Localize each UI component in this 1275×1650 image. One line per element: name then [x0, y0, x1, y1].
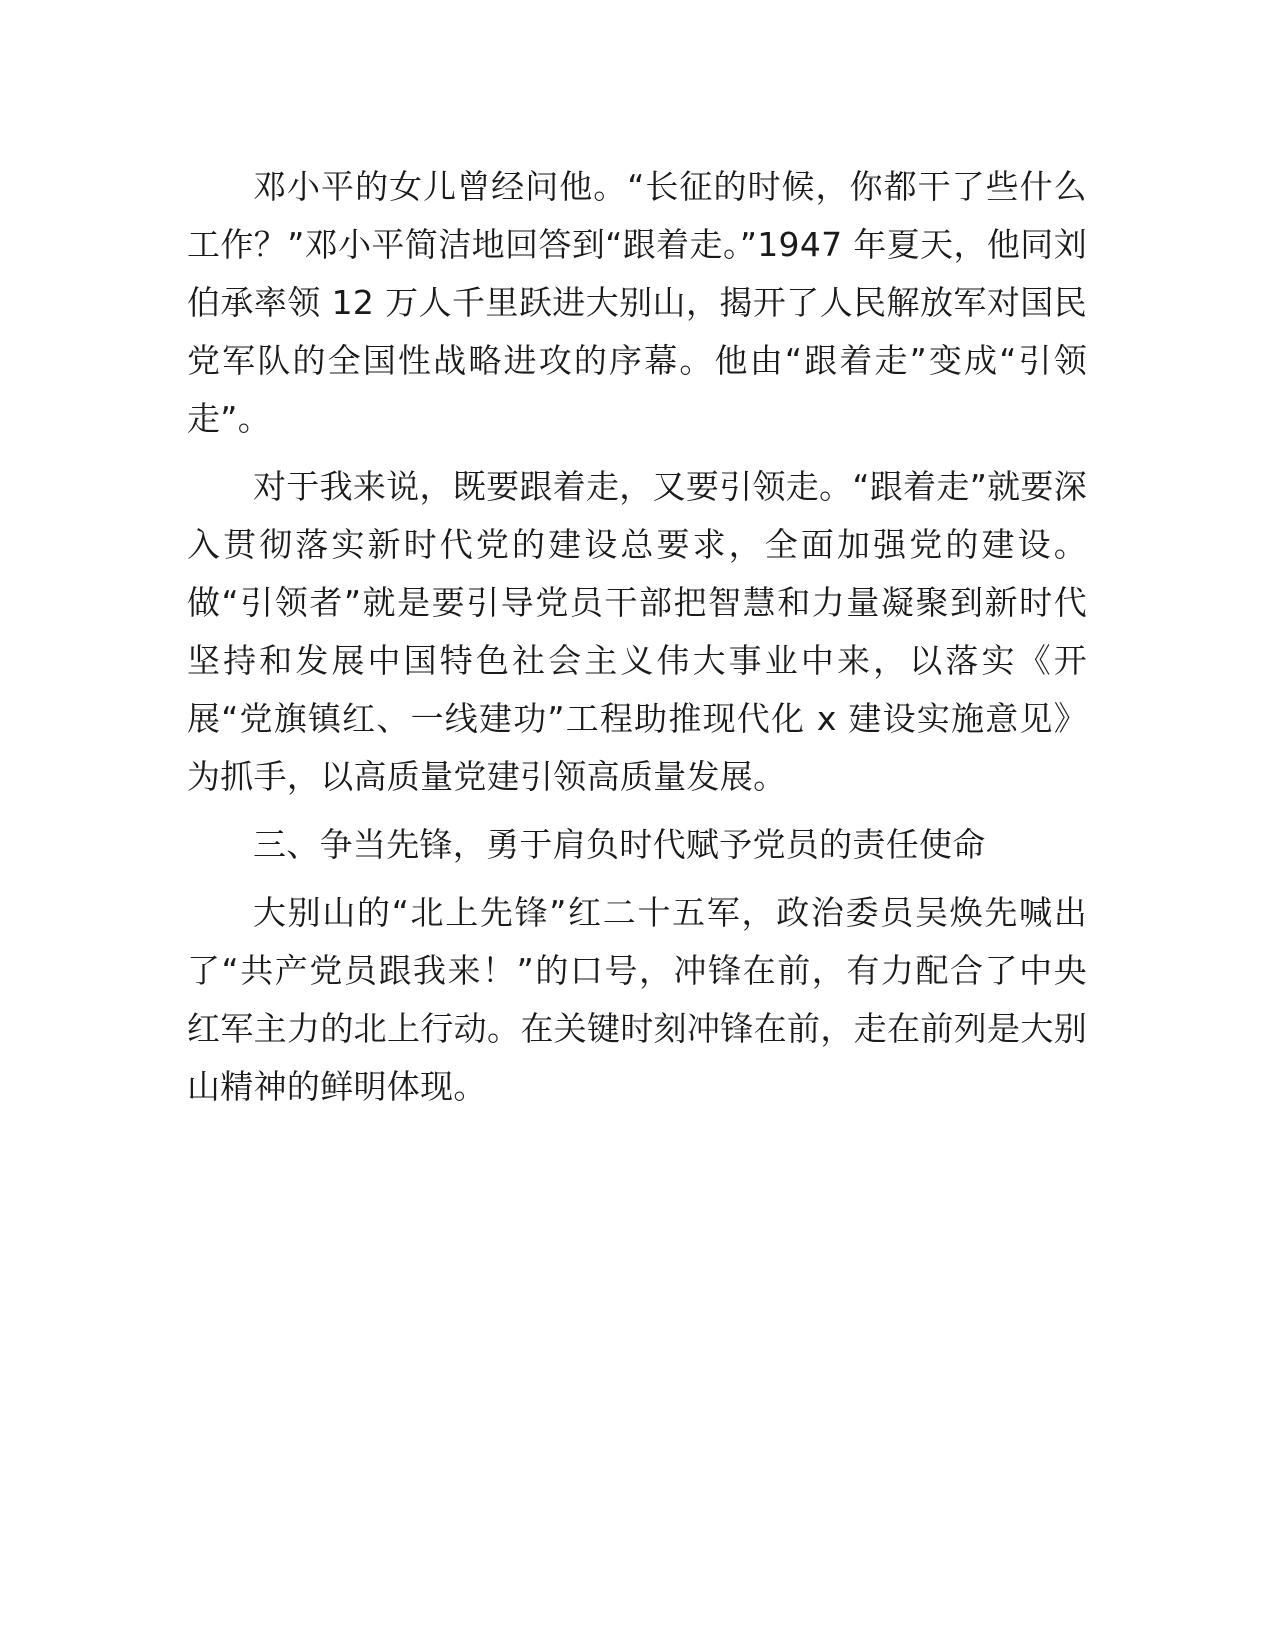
document-body [187, 158, 1087, 1126]
paragraph-red-25th-army: 大别山的“北上先锋”红二十五军，政治委员吴焕先喊出了“共产党员跟我来！”的口号，冲锋在前，有力配合了中央红军主力的北上行动。在关键时刻冲锋在前，走在前列是大别山精神的鲜明体现。 [187, 893, 1087, 1106]
paragraph-follow-and-lead: 对于我来说，既要跟着走，又要引领走。“跟着走”就要深入贯彻落实新时代党的建设总要求，全面加强党的建设。做“引领者”就是要引导党员干部把智慧和力量凝聚到新时代坚持和发展中国特色社会主义伟大事业中来，以落实《开展“党旗镇红、一线建功”工程助推现代化 x 建设实施意见》为抓手，以高质量党建引领高质量发展。 [187, 467, 1087, 796]
section-heading-vanguard: 三、争当先锋，勇于肩负时代赋予党员的责任使命 [253, 825, 986, 864]
paragraph-deng-xiaoping-long-march: 邓小平的女儿曾经问他。“长征的时候，你都干了些什么工作？”邓小平简洁地回答到“跟着走。”1947 年夏天，他同刘伯承率领 12 万人千里跃进大别山，揭开了人民解放军对国民党军队的全国性战略进攻的序幕。他由“跟着走”变成“引领走”。 [187, 167, 1087, 438]
